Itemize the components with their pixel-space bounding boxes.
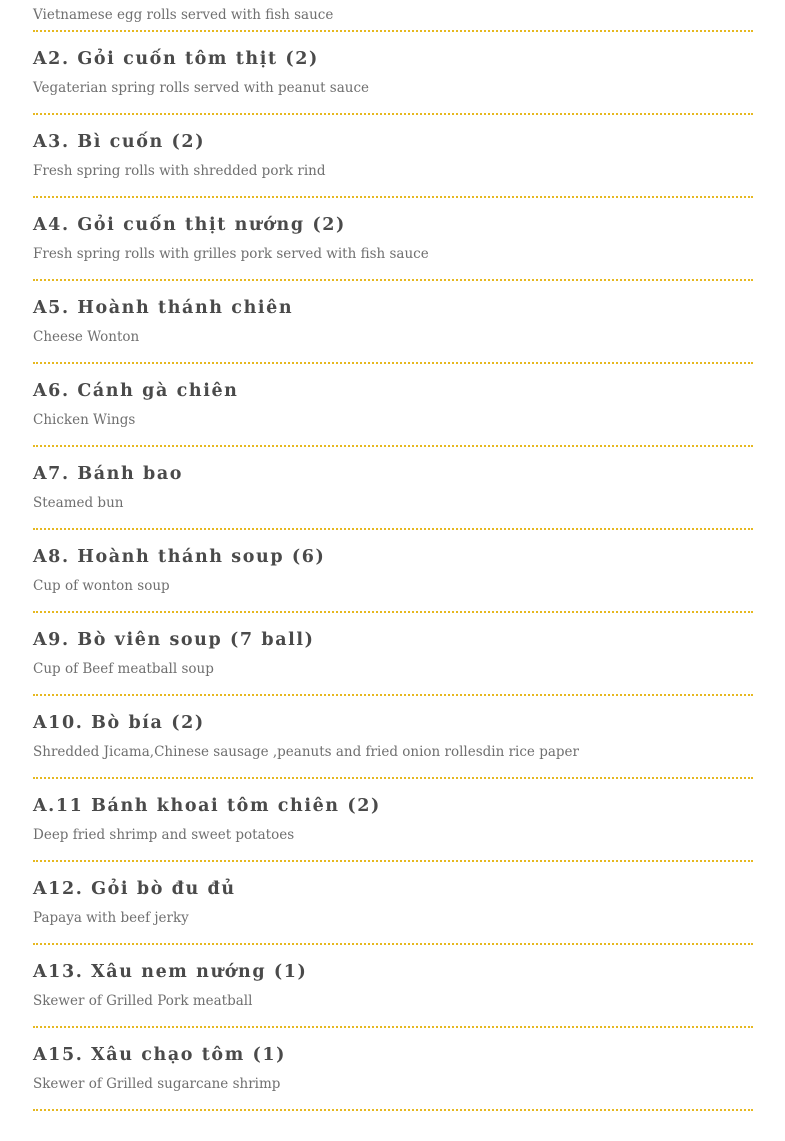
menu-item <box>33 779 753 860</box>
menu-item-description: Cup of Beef meatball soup <box>33 661 214 677</box>
menu-item-description: Fresh spring rolls with shredded pork rind <box>33 163 326 179</box>
menu-item <box>33 530 753 611</box>
menu-item <box>33 613 753 694</box>
menu-item-title: A15. Xâu chạo tôm (1) <box>33 1045 287 1065</box>
menu-item-title: A3. Bì cuốn (2) <box>33 132 206 152</box>
menu-item <box>33 696 753 777</box>
menu-item-description: Skewer of Grilled Pork meatball <box>33 993 253 1009</box>
menu-item <box>33 115 753 196</box>
menu-item-description: Vegaterian spring rolls served with peanut sauce <box>33 80 370 96</box>
menu-item-description: Skewer of Grilled sugarcane shrimp <box>33 1076 281 1092</box>
menu-item-description: Vietnamese egg rolls served with fish sauce <box>33 7 334 23</box>
menu-item-description: Shredded Jicama,Chinese sausage ,peanuts and fried onion rollesdin rice paper <box>33 744 579 760</box>
menu-item-description: Papaya with beef jerky <box>33 910 189 926</box>
menu-item-title: A4. Gỏi cuốn thịt nướng (2) <box>33 215 346 235</box>
menu-item-title: A6. Cánh gà chiên <box>33 381 239 401</box>
menu-item-description: Deep fried shrimp and sweet potatoes <box>33 827 295 843</box>
menu-item <box>33 198 753 279</box>
menu-item-description: Chicken Wings <box>33 412 136 428</box>
menu-item-description: Cheese Wonton <box>33 329 140 345</box>
menu-item-description: Cup of wonton soup <box>33 578 170 594</box>
menu-item-title: A13. Xâu nem nướng (1) <box>33 962 308 982</box>
menu-item-title: A9. Bò viên soup (7 ball) <box>33 630 315 650</box>
menu-item-title: A8. Hoành thánh soup (6) <box>33 547 326 567</box>
menu-item <box>33 364 753 445</box>
menu-item-title: A7. Bánh bao <box>33 464 184 484</box>
dotted-divider <box>33 1109 753 1111</box>
menu-item <box>33 862 753 943</box>
menu-item-title: A5. Hoành thánh chiên <box>33 298 294 318</box>
menu-item-description: Fresh spring rolls with grilles pork served with fish sauce <box>33 246 429 262</box>
menu-item-title: A.11 Bánh khoai tôm chiên (2) <box>33 796 381 816</box>
menu-item <box>33 447 753 528</box>
menu-item <box>33 1028 753 1109</box>
menu-item-description: Steamed bun <box>33 495 124 511</box>
menu-item <box>33 32 753 113</box>
menu-item <box>33 945 753 1026</box>
menu-item-title: A10. Bò bía (2) <box>33 713 205 733</box>
menu-item-title: A2. Gỏi cuốn tôm thịt (2) <box>33 49 319 69</box>
menu-item <box>33 281 753 362</box>
menu-list <box>33 0 753 1111</box>
menu-item-title: A12. Gỏi bò đu đủ <box>33 879 236 899</box>
